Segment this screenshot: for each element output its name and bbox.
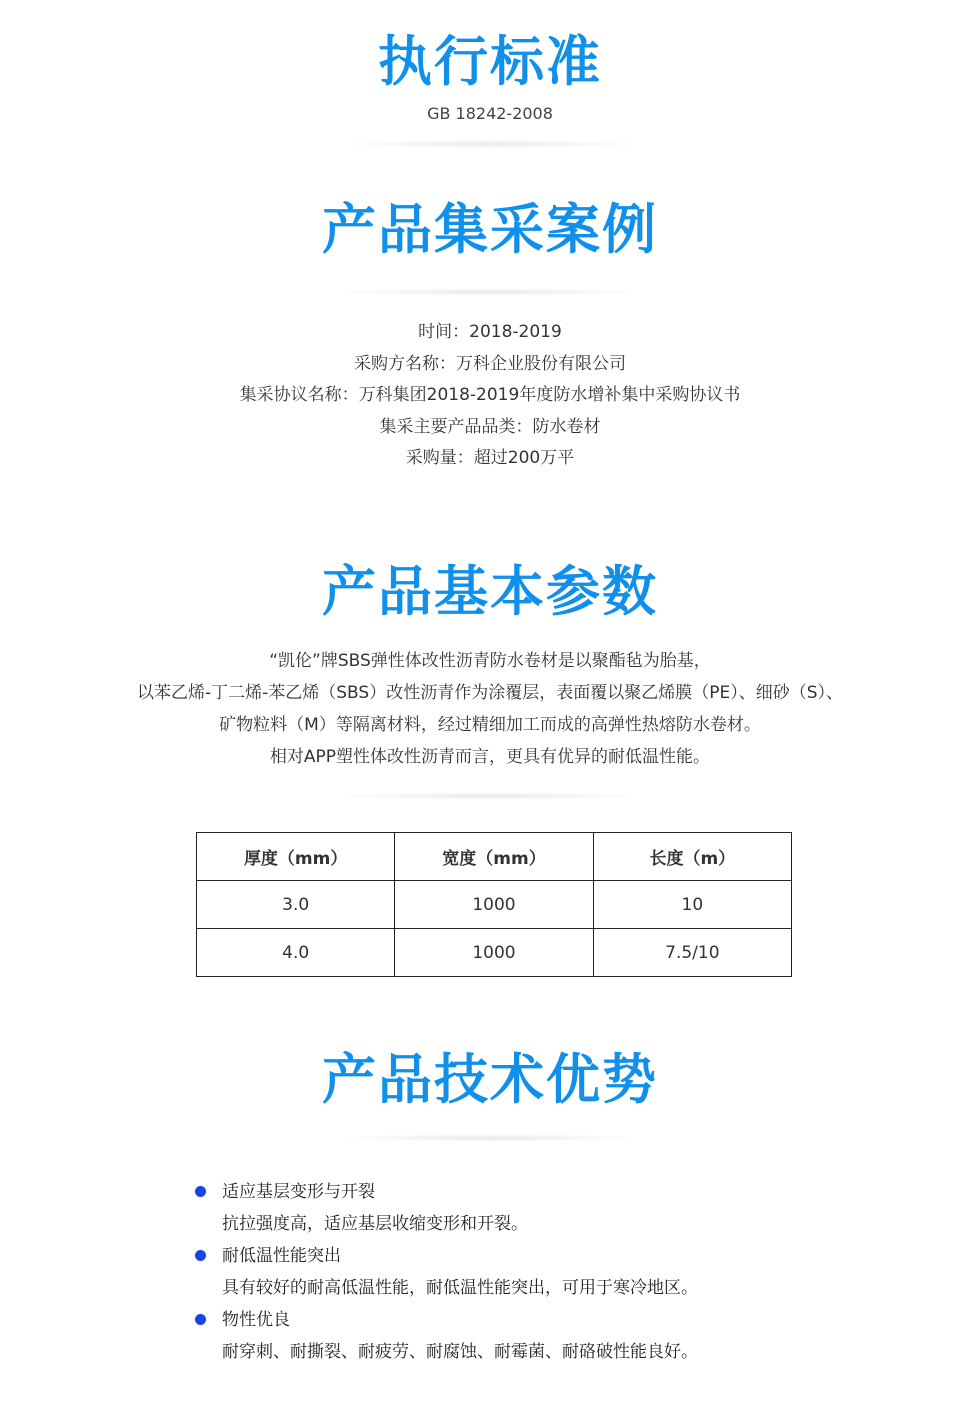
description-line: 相对APP塑性体改性沥青而言，更具有优异的耐低温性能。 [269, 747, 711, 767]
description-line: 矿物粒料（M）等隔离材料，经过精细加工而成的高弹性热熔防水卷材。 [219, 715, 761, 735]
description-line: 以苯乙烯-丁二烯-苯乙烯（SBS）改性沥青作为涂覆层，表面覆以聚乙烯膜（PE）、细砂（S）、 [137, 683, 843, 703]
params-title: 产品基本参数 [322, 560, 658, 623]
bullet-dot-icon [195, 1186, 206, 1197]
case-agreement: 集采协议名称：万科集团2018-2019年度防水增补集中采购协议书 [239, 385, 741, 405]
advantage-heading: 适应基层变形与开裂 [222, 1182, 375, 1202]
case-time: 时间：2018-2019 [418, 322, 562, 342]
table-row [197, 881, 792, 929]
cell-width: 1000 [395, 881, 593, 929]
list-item [195, 1240, 815, 1304]
cell-length: 7.5/10 [593, 929, 791, 977]
table-header-row [197, 833, 792, 881]
header-length: 长度（m） [593, 833, 791, 881]
cases-title: 产品集采案例 [322, 198, 658, 261]
advantage-text: 具有较好的耐高低温性能，耐低温性能突出，可用于寒冷地区。 [222, 1278, 698, 1298]
cell-width: 1000 [395, 929, 593, 977]
advantage-text: 耐穿刺、耐撕裂、耐疲劳、耐腐蚀、耐霉菌、耐硌破性能良好。 [222, 1342, 698, 1362]
standard-code: GB 18242-2008 [427, 104, 553, 123]
advantage-text: 抗拉强度高，适应基层收缩变形和开裂。 [222, 1214, 528, 1234]
advantage-heading: 物性优良 [222, 1310, 290, 1330]
spec-table [196, 832, 792, 977]
section-divider [340, 792, 640, 800]
section-divider [340, 288, 640, 296]
list-item [195, 1176, 815, 1240]
standard-title: 执行标准 [378, 30, 602, 93]
params-description [0, 645, 980, 773]
cases-info [0, 317, 980, 475]
bullet-dot-icon [195, 1314, 206, 1325]
case-buyer: 采购方名称：万科企业股份有限公司 [354, 353, 626, 374]
cell-length: 10 [593, 881, 791, 929]
advantages-title: 产品技术优势 [322, 1048, 658, 1111]
case-volume: 采购量：超过200万平 [405, 448, 575, 468]
table-row [197, 929, 792, 977]
list-item [195, 1304, 815, 1368]
section-divider [340, 1134, 640, 1142]
header-thickness: 厚度（mm） [197, 833, 395, 881]
advantage-heading: 耐低温性能突出 [222, 1246, 341, 1266]
case-category: 集采主要产品品类：防水卷材 [379, 416, 601, 437]
bullet-dot-icon [195, 1250, 206, 1261]
advantages-list [195, 1176, 815, 1368]
cell-thickness: 3.0 [197, 881, 395, 929]
header-width: 宽度（mm） [395, 833, 593, 881]
description-line: “凯伦”牌SBS弹性体改性沥青防水卷材是以聚酯毡为胎基， [269, 651, 711, 671]
section-divider [340, 140, 640, 148]
cell-thickness: 4.0 [197, 929, 395, 977]
